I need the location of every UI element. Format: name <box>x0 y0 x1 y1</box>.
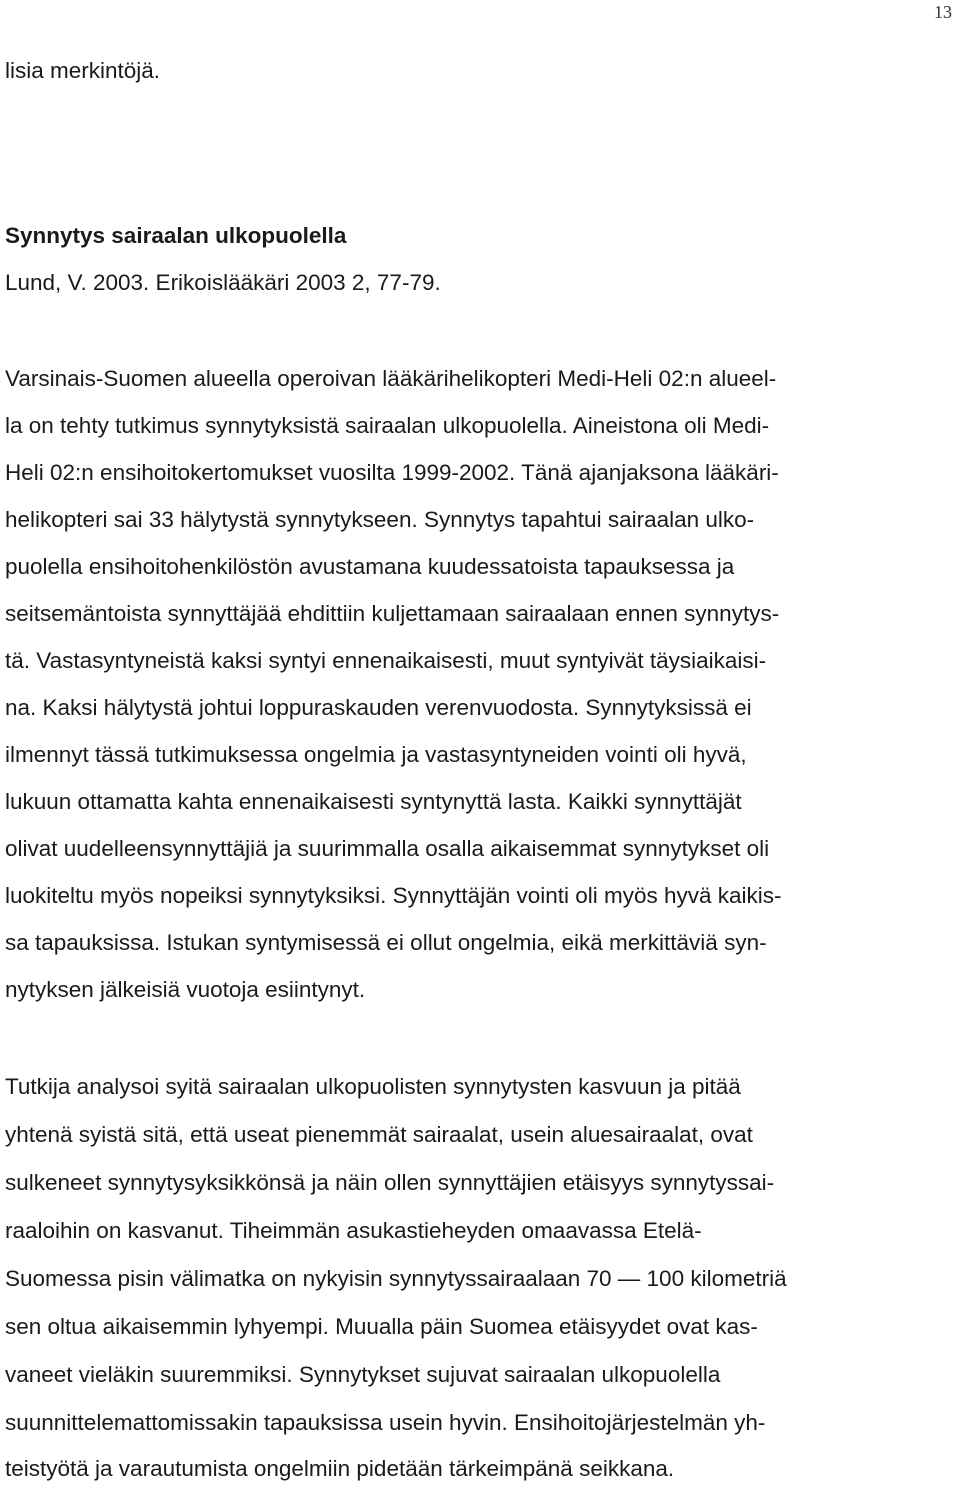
paragraph-line: suunnittelemattomissakin tapauksissa usein hyvin. Ensihoitojärjestelmän yh- <box>5 1410 766 1435</box>
paragraph-line: la on tehty tutkimus synnytyksistä sairaalan ulkopuolella. Aineistona oli Medi- <box>5 413 770 438</box>
paragraph-line: teistyötä ja varautumista ongelmiin pidetään tärkeimpänä seikkana. <box>5 1456 675 1481</box>
citation: Lund, V. 2003. Erikoislääkäri 2003 2, 77-79. <box>5 270 441 295</box>
paragraph-line: na. Kaksi hälytystä johtui loppuraskauden verenvuodosta. Synnytyksissä ei <box>5 695 752 720</box>
paragraph-line: sen oltua aikaisemmin lyhyempi. Muualla päin Suomea etäisyydet ovat kas- <box>5 1314 758 1339</box>
paragraph-line: vaneet vieläkin suuremmiksi. Synnytykset sujuvat sairaalan ulkopuolella <box>5 1362 721 1387</box>
paragraph-line: yhtenä syistä sitä, että useat pienemmät sairaalat, usein aluesairaalat, ovat <box>5 1122 753 1147</box>
paragraph-line: raaloihin on kasvanut. Tiheimmän asukastieheyden omaavassa Etelä- <box>5 1218 702 1243</box>
paragraph-line: tä. Vastasyntyneistä kaksi syntyi ennenaikaisesti, muut syntyivät täysiaikaisi- <box>5 648 767 673</box>
paragraph-line: nytyksen jälkeisiä vuotoja esiintynyt. <box>5 977 366 1002</box>
paragraph-line: Heli 02:n ensihoitokertomukset vuosilta 1999-2002. Tänä ajanjaksona lääkäri- <box>5 460 779 485</box>
paragraph-line: sa tapauksissa. Istukan syntymisessä ei ollut ongelmia, eikä merkittäviä syn- <box>5 930 767 955</box>
page-number: 13 <box>934 2 952 22</box>
paragraph-line: Tutkija analysoi syitä sairaalan ulkopuolisten synnytysten kasvuun ja pitää <box>5 1074 741 1099</box>
paragraph-line: olivat uudelleensynnyttäjiä ja suurimmalla osalla aikaisemmat synnytykset oli <box>5 836 770 861</box>
paragraph-line: puolella ensihoitohenkilöstön avustamana kuudessatoista tapauksessa ja <box>5 554 735 579</box>
paragraph-line: ilmennyt tässä tutkimuksessa ongelmia ja vastasyntyneiden vointi oli hyvä, <box>5 742 747 767</box>
paragraph-line: lukuun ottamatta kahta ennenaikaisesti syntynyttä lasta. Kaikki synnyttäjät <box>5 789 742 814</box>
paragraph-line: sulkeneet synnytysyksikkönsä ja näin ollen synnyttäjien etäisyys synnytyssai- <box>5 1170 775 1195</box>
section-heading: Synnytys sairaalan ulkopuolella <box>5 223 347 248</box>
paragraph-line: helikopteri sai 33 hälytystä synnytykseen. Synnytys tapahtui sairaalan ulko- <box>5 507 755 532</box>
paragraph-line: luokiteltu myös nopeiksi synnytyksiksi. Synnyttäjän vointi oli myös hyvä kaikis- <box>5 883 782 908</box>
paragraph-line: seitsemäntoista synnyttäjää ehdittiin kuljettamaan sairaalaan ennen synnytys- <box>5 601 780 626</box>
paragraph-line: Suomessa pisin välimatka on nykyisin synnytyssairaalaan 70 — 100 kilometriä <box>5 1266 787 1291</box>
intro-line: lisia merkintöjä. <box>5 58 161 83</box>
paragraph-line: Varsinais-Suomen alueella operoivan lääkärihelikopteri Medi-Heli 02:n alueel- <box>5 366 777 391</box>
